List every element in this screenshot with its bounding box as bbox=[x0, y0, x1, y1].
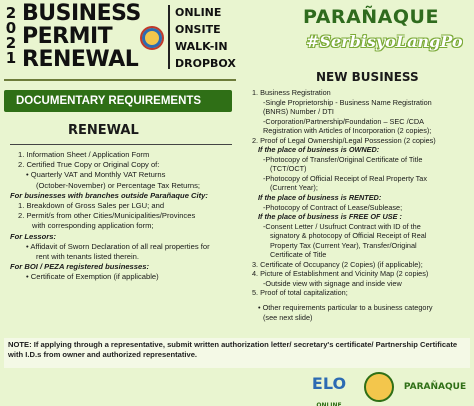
list-item: Property Tax (Current Year), Transfer/Original bbox=[270, 240, 417, 250]
list-item: • Quarterly VAT and Monthly VAT Returns bbox=[26, 170, 166, 180]
list-item: (Current Year); bbox=[270, 183, 318, 193]
list-item: 1. Business Registration bbox=[252, 88, 331, 97]
note-box bbox=[4, 338, 470, 368]
list-item: (see next slide) bbox=[263, 312, 313, 322]
list-item: with corresponding application form; bbox=[32, 221, 154, 231]
list-item: (October-November) or Percentage Tax Returns; bbox=[36, 180, 201, 190]
list-item: 5. Proof of total capitalization; bbox=[252, 288, 348, 298]
note-text: If applying through a representative, submit written authorization letter/ secretary's certificate/ Partnership Certificate with I.D.s from owner and authorized representative. bbox=[8, 340, 458, 359]
mode-online: ONLINE bbox=[175, 6, 222, 19]
page-title bbox=[22, 2, 141, 71]
list-item: 3. Certificate of Occupancy (2 Copies) (if applicable); bbox=[252, 259, 423, 269]
list-item: (TCT/OCT) bbox=[270, 164, 307, 174]
list-item: Certificate of Title bbox=[270, 250, 327, 260]
elo-logo-text: ELO bbox=[311, 374, 347, 393]
list-item: • Other requirements particular to a business category bbox=[258, 303, 433, 313]
list-item: 2. Permit/s from other Cities/Municipalities/Provinces bbox=[18, 211, 196, 221]
mode-dropbox: DROPBOX bbox=[175, 57, 236, 70]
note-label: NOTE: bbox=[8, 340, 32, 349]
list-item: If the place of business is RENTED: bbox=[258, 193, 382, 203]
renewal-heading: RENEWAL bbox=[68, 123, 139, 138]
new-business-requirements-list bbox=[252, 88, 472, 322]
list-item: For Lessors: bbox=[10, 231, 56, 241]
section-bar: DOCUMENTARY REQUIREMENTS bbox=[4, 90, 232, 112]
year-digit: 0 bbox=[5, 19, 17, 37]
list-item: • Affidavit of Sworn Declaration of all real properties for bbox=[26, 241, 210, 251]
list-item: 2. Certified True Copy or Original Copy of: bbox=[18, 160, 160, 170]
city-logo-text: PARAÑAQUE bbox=[403, 382, 467, 392]
list-item: Registration with Articles of Incorporation (2 copies); bbox=[263, 126, 432, 136]
list-item: If the place of business is OWNED: bbox=[258, 145, 380, 155]
list-item: 4. Picture of Establishment and Vicinity Map (2 copies) bbox=[252, 269, 429, 279]
mode-walk-in: WALK-IN bbox=[175, 40, 228, 53]
list-item: 1. Information Sheet / Application Form bbox=[18, 150, 150, 159]
list-item: If the place of business is FREE OF USE : bbox=[258, 212, 402, 222]
list-item: rent with tenants listed therein. bbox=[36, 252, 139, 262]
list-item: -Single Proprietorship - Business Name Registration bbox=[263, 97, 432, 107]
list-item: • Certificate of Exemption (if applicable) bbox=[26, 272, 159, 282]
title-line: BUSINESS bbox=[22, 1, 141, 26]
list-item: -Corporation/Partnership/Foundation – SEC /CDA bbox=[263, 116, 425, 126]
application-modes bbox=[175, 4, 236, 72]
city-seal-icon bbox=[140, 26, 164, 50]
elo-logo-icon bbox=[300, 370, 358, 404]
list-item: 2. Proof of Legal Ownership/Legal Possession (2 copies) bbox=[252, 135, 436, 145]
list-item: 1. Breakdown of Gross Sales per LGU; and bbox=[18, 201, 165, 211]
year-label bbox=[4, 6, 18, 66]
year-digit: 1 bbox=[5, 49, 17, 67]
year-digit: 2 bbox=[5, 34, 17, 52]
elo-logo-subtext: ONLINE bbox=[316, 402, 342, 406]
list-item: -Photocopy of Transfer/Original Certificate of Title bbox=[263, 154, 423, 164]
divider bbox=[168, 5, 170, 69]
list-item: For businesses with branches outside Parañaque City: bbox=[10, 190, 208, 200]
footer-logos bbox=[300, 370, 472, 404]
year-digit: 2 bbox=[5, 4, 17, 22]
mode-onsite: ONSITE bbox=[175, 23, 221, 36]
new-business-heading: NEW BUSINESS bbox=[316, 70, 419, 84]
title-line: PERMIT bbox=[22, 24, 113, 49]
list-item: For BOI / PEZA registered businesses: bbox=[10, 262, 149, 272]
list-item: (BNRS) Number / DTI bbox=[263, 107, 334, 117]
list-item: signatory & photocopy of Official Receipt of Real bbox=[270, 231, 427, 241]
renewal-requirements-list bbox=[10, 150, 240, 283]
list-item: -Consent Letter / Usufruct Contract with ID of the bbox=[263, 221, 421, 231]
city-seal-icon bbox=[364, 372, 394, 402]
divider bbox=[10, 144, 232, 145]
list-item: -Outside view with signage and inside view bbox=[263, 278, 402, 288]
list-item: -Photocopy of Official Receipt of Real Property Tax bbox=[263, 173, 427, 183]
title-line: RENEWAL bbox=[22, 47, 139, 72]
list-item: -Photocopy of Contract of Lease/Sublease; bbox=[263, 202, 403, 212]
brand-hashtag: #SerbisyoLangPo bbox=[306, 32, 463, 51]
brand-name: PARAÑAQUE bbox=[303, 6, 439, 28]
divider bbox=[4, 79, 236, 81]
